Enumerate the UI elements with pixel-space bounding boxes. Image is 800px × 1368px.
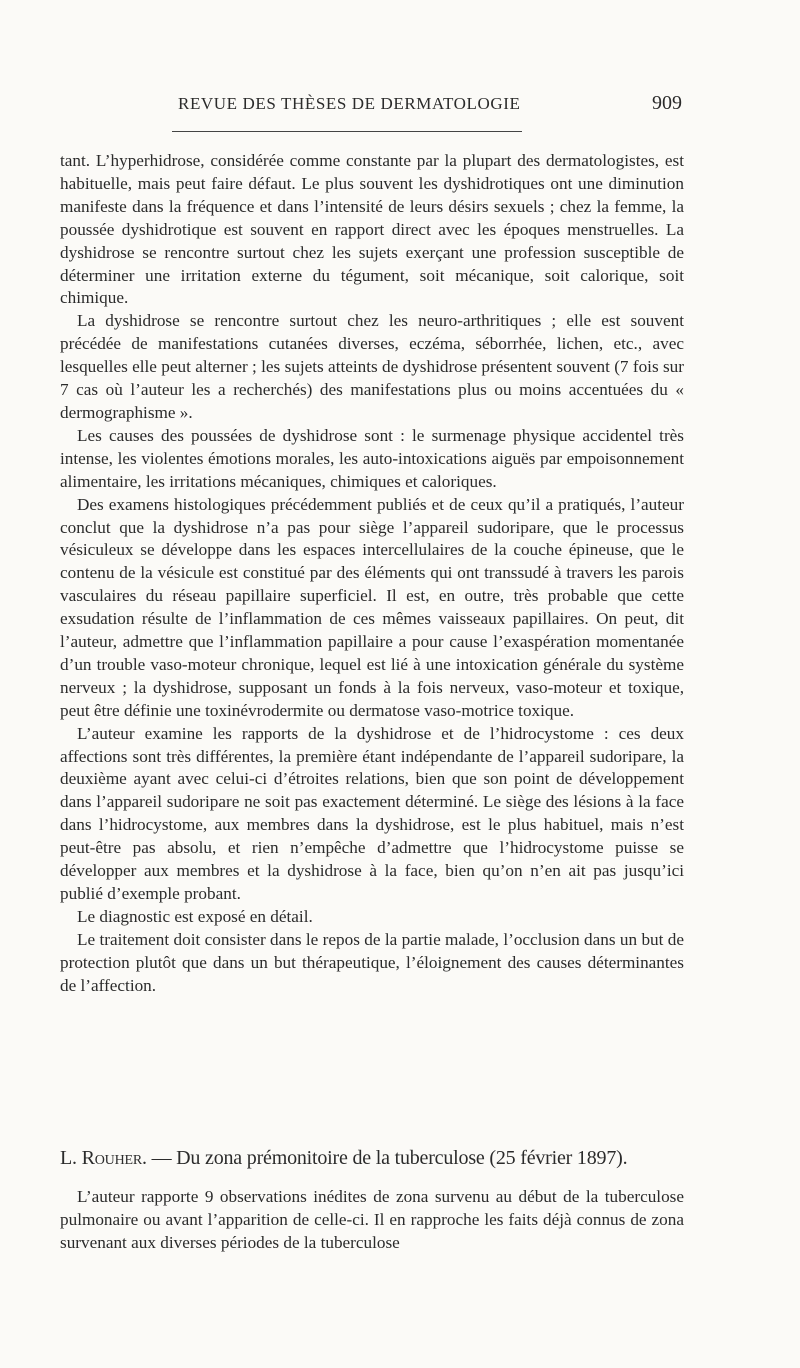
section-heading	[60, 1147, 690, 1170]
section-author: L. Rouher.	[60, 1147, 147, 1169]
running-header	[60, 94, 690, 120]
paragraph: L’auteur examine les rapports de la dyshidrose et de l’hidrocystome : ces deux affections sont très différentes, la première étant indépendante de l’appareil sudoripare, la deuxième ayant avec celui-ci d’étroites relations, bien que son point de développement dans l’appareil sudoripare ne soit pas exactement déterminé. Le siège des lésions à la face dans l’hidrocystome, aux membres dans la dyshidrose, est le plus habituel, mais n’est peut-être pas absolu, et rien n’empêche d’admettre que l’hidrocystome puisse se développer aux membres et la dyshidrose à la face, bien qu’on n’en ait pas jusqu’ici publié d’exemple probant.	[60, 723, 684, 903]
paragraph: Les causes des poussées de dyshidrose sont : le surmenage physique accidentel très intense, les violentes émotions morales, les auto-intoxications aiguës par empoisonnement alimentaire, les irritations mécaniques, chimiques et caloriques.	[60, 425, 684, 491]
section-body	[60, 1186, 684, 1255]
paragraph: Le traitement doit consister dans le repos de la partie malade, l’occlusion dans un but de protection plutôt que dans un but thérapeutique, l’éloignement des causes déterminantes de l’affection.	[60, 929, 684, 995]
running-title: REVUE DES THÈSES DE DERMATOLOGIE	[178, 94, 521, 113]
paragraph: tant. L’hyperhidrose, considérée comme constante par la plupart des dermatologistes, est habituelle, mais peut faire défaut. Le plus souvent les dyshidrotiques ont une diminution manifeste dans la fréquence et dans l’intensité de leurs désirs sexuels ; chez la femme, la poussée dyshidrotique est souvent en rapport direct avec les époques menstruelles. La dyshidrose se rencontre surtout chez les sujets exerçant une profession susceptible de déterminer une irritation externe du tégument, soit mécanique, soit calorique, soit chimique.	[60, 151, 684, 308]
paragraph: La dyshidrose se rencontre surtout chez les neuro-arthritiques ; elle est souvent précédée de manifestations cutanées diverses, eczéma, séborrhée, lichen, etc., avec lesquelles elle peut alterner ; les sujets atteints de dyshidrose présentent souvent (7 fois sur 7 cas où l’auteur les a recherchés) des manifestations plus ou moins accentuées du « dermographisme ».	[60, 311, 684, 422]
header-rule	[172, 131, 522, 132]
section-title: — Du zona prémonitoire de la tuberculose (25 février 1897).	[146, 1147, 628, 1169]
paragraph: Le diagnostic est exposé en détail.	[77, 906, 313, 926]
paragraph: L’auteur rapporte 9 observations inédites de zona survenu au début de la tuberculose pulmonaire ou avant l’apparition de celle-ci. Il en rapproche les faits déjà connus de zona survenant aux diverses périodes de la tuberculose	[60, 1187, 684, 1252]
paragraph: Des examens histologiques précédemment publiés et de ceux qu’il a pratiqués, l’auteur conclut que la dyshidrose n’a pas pour siège l’appareil sudoripare, que le processus vésiculeux se développe dans les espaces intercellulaires de la couche épineuse, que le contenu de la vésicule est constitué par des éléments qui ont transsudé à travers les parois vasculaires du réseau papillaire superficiel. Il est, en outre, très probable que cette exsudation résulte de l’inflammation de ces mêmes vaisseaux papillaires. On peut, dit l’auteur, admettre que l’inflammation papillaire a pour cause l’exaspération momentanée d’un trouble vaso-moteur chronique, lequel est lié à une intoxication générale du système nerveux ; la dyshidrose, supposant un fonds à la fois nerveux, vaso-moteur et toxique, peut être définie une toxinévrodermite ou dermatose vaso-motrice toxique.	[60, 494, 684, 720]
body-text	[60, 150, 684, 998]
page-number: 909	[652, 92, 682, 114]
